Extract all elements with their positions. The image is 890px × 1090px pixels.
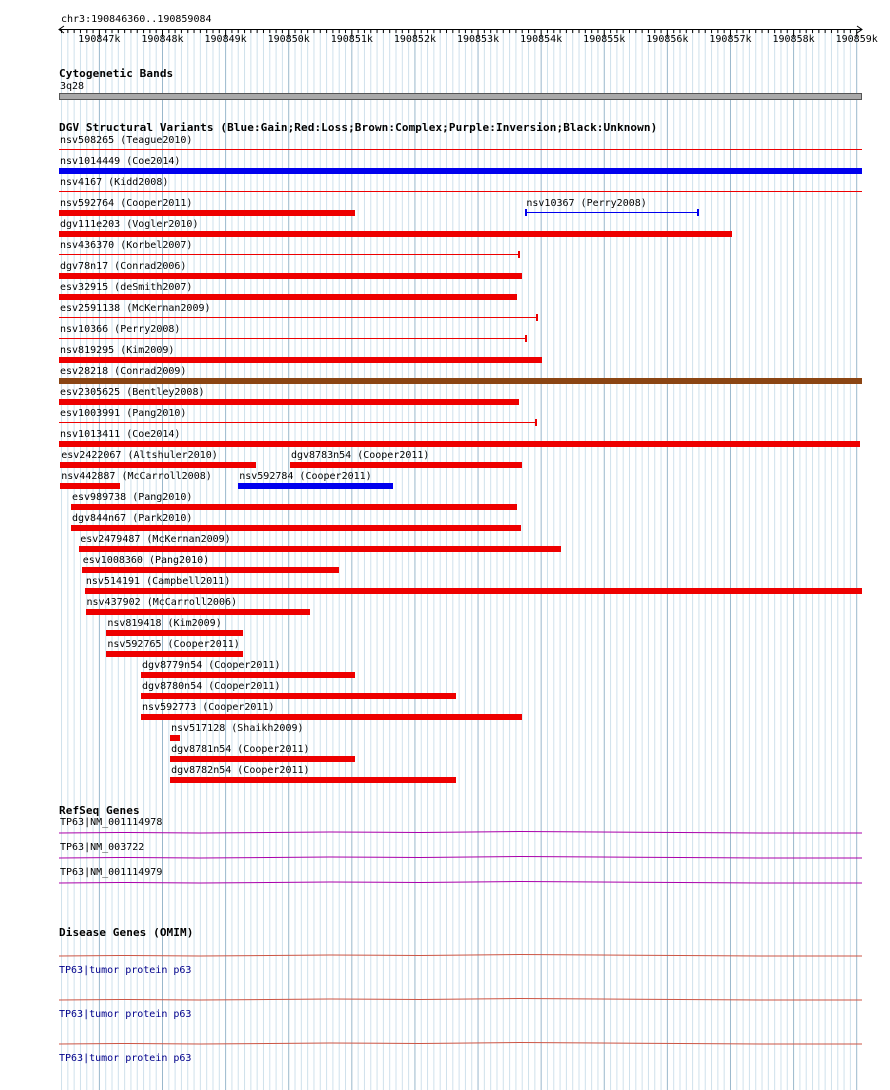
variant-label: dgv78n17 (Conrad2006) — [60, 261, 187, 272]
refseq-gene-label[interactable]: TP63|NM_001114979 — [60, 867, 163, 878]
variant-label: nsv592773 (Cooper2011) — [142, 702, 275, 713]
variant-glyph[interactable] — [59, 273, 522, 279]
ruler-tick-label: 190858k — [772, 34, 815, 45]
cytoband-bar[interactable] — [59, 93, 862, 100]
variant-glyph[interactable] — [141, 714, 522, 720]
variant-label: esv2591138 (McKernan2009) — [60, 303, 211, 314]
omim-gene-label[interactable]: TP63|tumor protein p63 — [59, 965, 192, 976]
variant-glyph[interactable] — [71, 525, 521, 531]
variant-glyph[interactable] — [59, 338, 526, 339]
variant-label: dgv8783n54 (Cooper2011) — [290, 450, 430, 461]
variant-label: esv32915 (deSmith2007) — [60, 282, 193, 293]
variant-label: nsv436370 (Korbel2007) — [60, 240, 193, 251]
variant-label: nsv517128 (Shaikh2009) — [171, 723, 304, 734]
refseq-gene-line[interactable] — [0, 852, 890, 864]
variant-glyph[interactable] — [71, 504, 517, 510]
variant-label: nsv1014449 (Coe2014) — [60, 156, 181, 167]
variant-label: dgv8780n54 (Cooper2011) — [142, 681, 281, 692]
variant-label: esv1008360 (Pang2010) — [82, 555, 210, 566]
variant-glyph[interactable] — [238, 483, 393, 489]
variant-glyph[interactable] — [85, 588, 862, 594]
refseq-gene-line[interactable] — [0, 827, 890, 839]
cytoband-label: 3q28 — [60, 81, 85, 92]
variant-glyph[interactable] — [82, 567, 339, 573]
variant-glyph[interactable] — [59, 422, 536, 423]
ruler-tick-label: 190855k — [583, 34, 626, 45]
variant-label: nsv4167 (Kidd2008) — [60, 177, 169, 188]
ruler-tick-label: 190848k — [141, 34, 184, 45]
variant-label: dgv8781n54 (Cooper2011) — [171, 744, 310, 755]
variant-label: nsv592784 (Cooper2011) — [239, 471, 372, 482]
variant-glyph[interactable] — [141, 693, 456, 699]
variant-label: dgv8782n54 (Cooper2011) — [171, 765, 310, 776]
ruler-tick-label: 190847k — [78, 34, 121, 45]
refseq-gene-line[interactable] — [0, 877, 890, 889]
ruler-tick-label: 190850k — [267, 34, 310, 45]
variant-label: esv989738 (Pang2010) — [71, 492, 193, 503]
omim-track-title: Disease Genes (OMIM) — [59, 926, 194, 939]
variant-glyph[interactable] — [59, 378, 862, 384]
variant-glyph[interactable] — [59, 191, 862, 192]
variant-label: nsv508265 (Teague2010) — [60, 135, 193, 146]
variant-glyph[interactable] — [141, 672, 355, 678]
variant-glyph[interactable] — [59, 149, 862, 150]
variant-label: dgv111e203 (Vogler2010) — [60, 219, 199, 230]
ruler-tick-label: 190854k — [520, 34, 563, 45]
omim-gene-line[interactable] — [0, 994, 890, 1006]
variant-label: dgv844n67 (Park2010) — [71, 513, 193, 524]
variant-label: dgv8779n54 (Cooper2011) — [142, 660, 281, 671]
omim-gene-label[interactable]: TP63|tumor protein p63 — [59, 1009, 192, 1020]
refseq-gene-label[interactable]: TP63|NM_003722 — [60, 842, 145, 853]
ruler-tick-label: 190853k — [456, 34, 500, 45]
variant-glyph[interactable] — [170, 777, 456, 783]
omim-gene-line[interactable] — [0, 950, 890, 962]
omim-gene-line[interactable] — [0, 1038, 890, 1050]
variant-glyph[interactable] — [290, 462, 522, 468]
variant-glyph[interactable] — [525, 212, 697, 213]
variant-glyph[interactable] — [79, 546, 561, 552]
ruler-tick-label: 190859k — [835, 34, 878, 45]
variant-label: nsv819295 (Kim2009) — [60, 345, 175, 356]
variant-glyph[interactable] — [170, 735, 180, 741]
variant-label: esv28218 (Conrad2009) — [60, 366, 187, 377]
variant-glyph[interactable] — [59, 441, 860, 447]
ruler-tick-label: 190849k — [204, 34, 247, 45]
variant-label: esv2305625 (Bentley2008) — [60, 387, 205, 398]
variant-glyph[interactable] — [59, 210, 355, 216]
ruler-tick-label: 190857k — [709, 34, 752, 45]
variant-glyph[interactable] — [59, 399, 519, 405]
ruler-axis — [0, 0, 890, 50]
variant-glyph[interactable] — [59, 254, 519, 255]
cytoband-track-title: Cytogenetic Bands — [59, 67, 174, 80]
variant-glyph[interactable] — [59, 231, 732, 237]
variant-label: esv2422067 (Altshuler2010) — [61, 450, 218, 461]
variant-label: nsv514191 (Campbell2011) — [85, 576, 231, 587]
variant-label: esv1003991 (Pang2010) — [60, 408, 187, 419]
variant-label: nsv437902 (McCarroll2006) — [86, 597, 238, 608]
variant-glyph[interactable] — [170, 756, 355, 762]
variant-glyph[interactable] — [106, 630, 243, 636]
variant-glyph[interactable] — [86, 609, 311, 615]
variant-label: nsv592764 (Cooper2011) — [60, 198, 193, 209]
ruler-tick-label: 190852k — [393, 34, 436, 45]
refseq-track-title: RefSeq Genes — [59, 804, 140, 817]
variant-glyph[interactable] — [59, 294, 517, 300]
variant-label: nsv592765 (Cooper2011) — [107, 639, 240, 650]
ruler-tick-label: 190851k — [330, 34, 373, 45]
ruler-tick-label: 190856k — [646, 34, 689, 45]
variant-label: nsv10367 (Perry2008) — [526, 198, 647, 209]
variant-glyph[interactable] — [59, 357, 542, 363]
variant-label: nsv442887 (McCarroll2008) — [61, 471, 212, 482]
refseq-gene-label[interactable]: TP63|NM_001114978 — [60, 817, 163, 828]
variant-label: nsv10366 (Perry2008) — [60, 324, 181, 335]
variant-glyph[interactable] — [60, 483, 120, 489]
variant-glyph[interactable] — [106, 651, 243, 657]
omim-gene-label[interactable]: TP63|tumor protein p63 — [59, 1053, 192, 1064]
dgv-track-title: DGV Structural Variants (Blue:Gain;Red:Loss;Brown:Complex;Purple:Inversion;Black:Unknown) — [59, 121, 658, 134]
variant-glyph[interactable] — [60, 462, 256, 468]
variant-label: nsv1013411 (Coe2014) — [60, 429, 181, 440]
variant-glyph[interactable] — [59, 168, 862, 174]
variant-label: esv2479487 (McKernan2009) — [80, 534, 231, 545]
variant-label: nsv819418 (Kim2009) — [107, 618, 222, 629]
variant-glyph[interactable] — [59, 317, 537, 318]
location-label: chr3:190846360..190859084 — [61, 14, 212, 25]
